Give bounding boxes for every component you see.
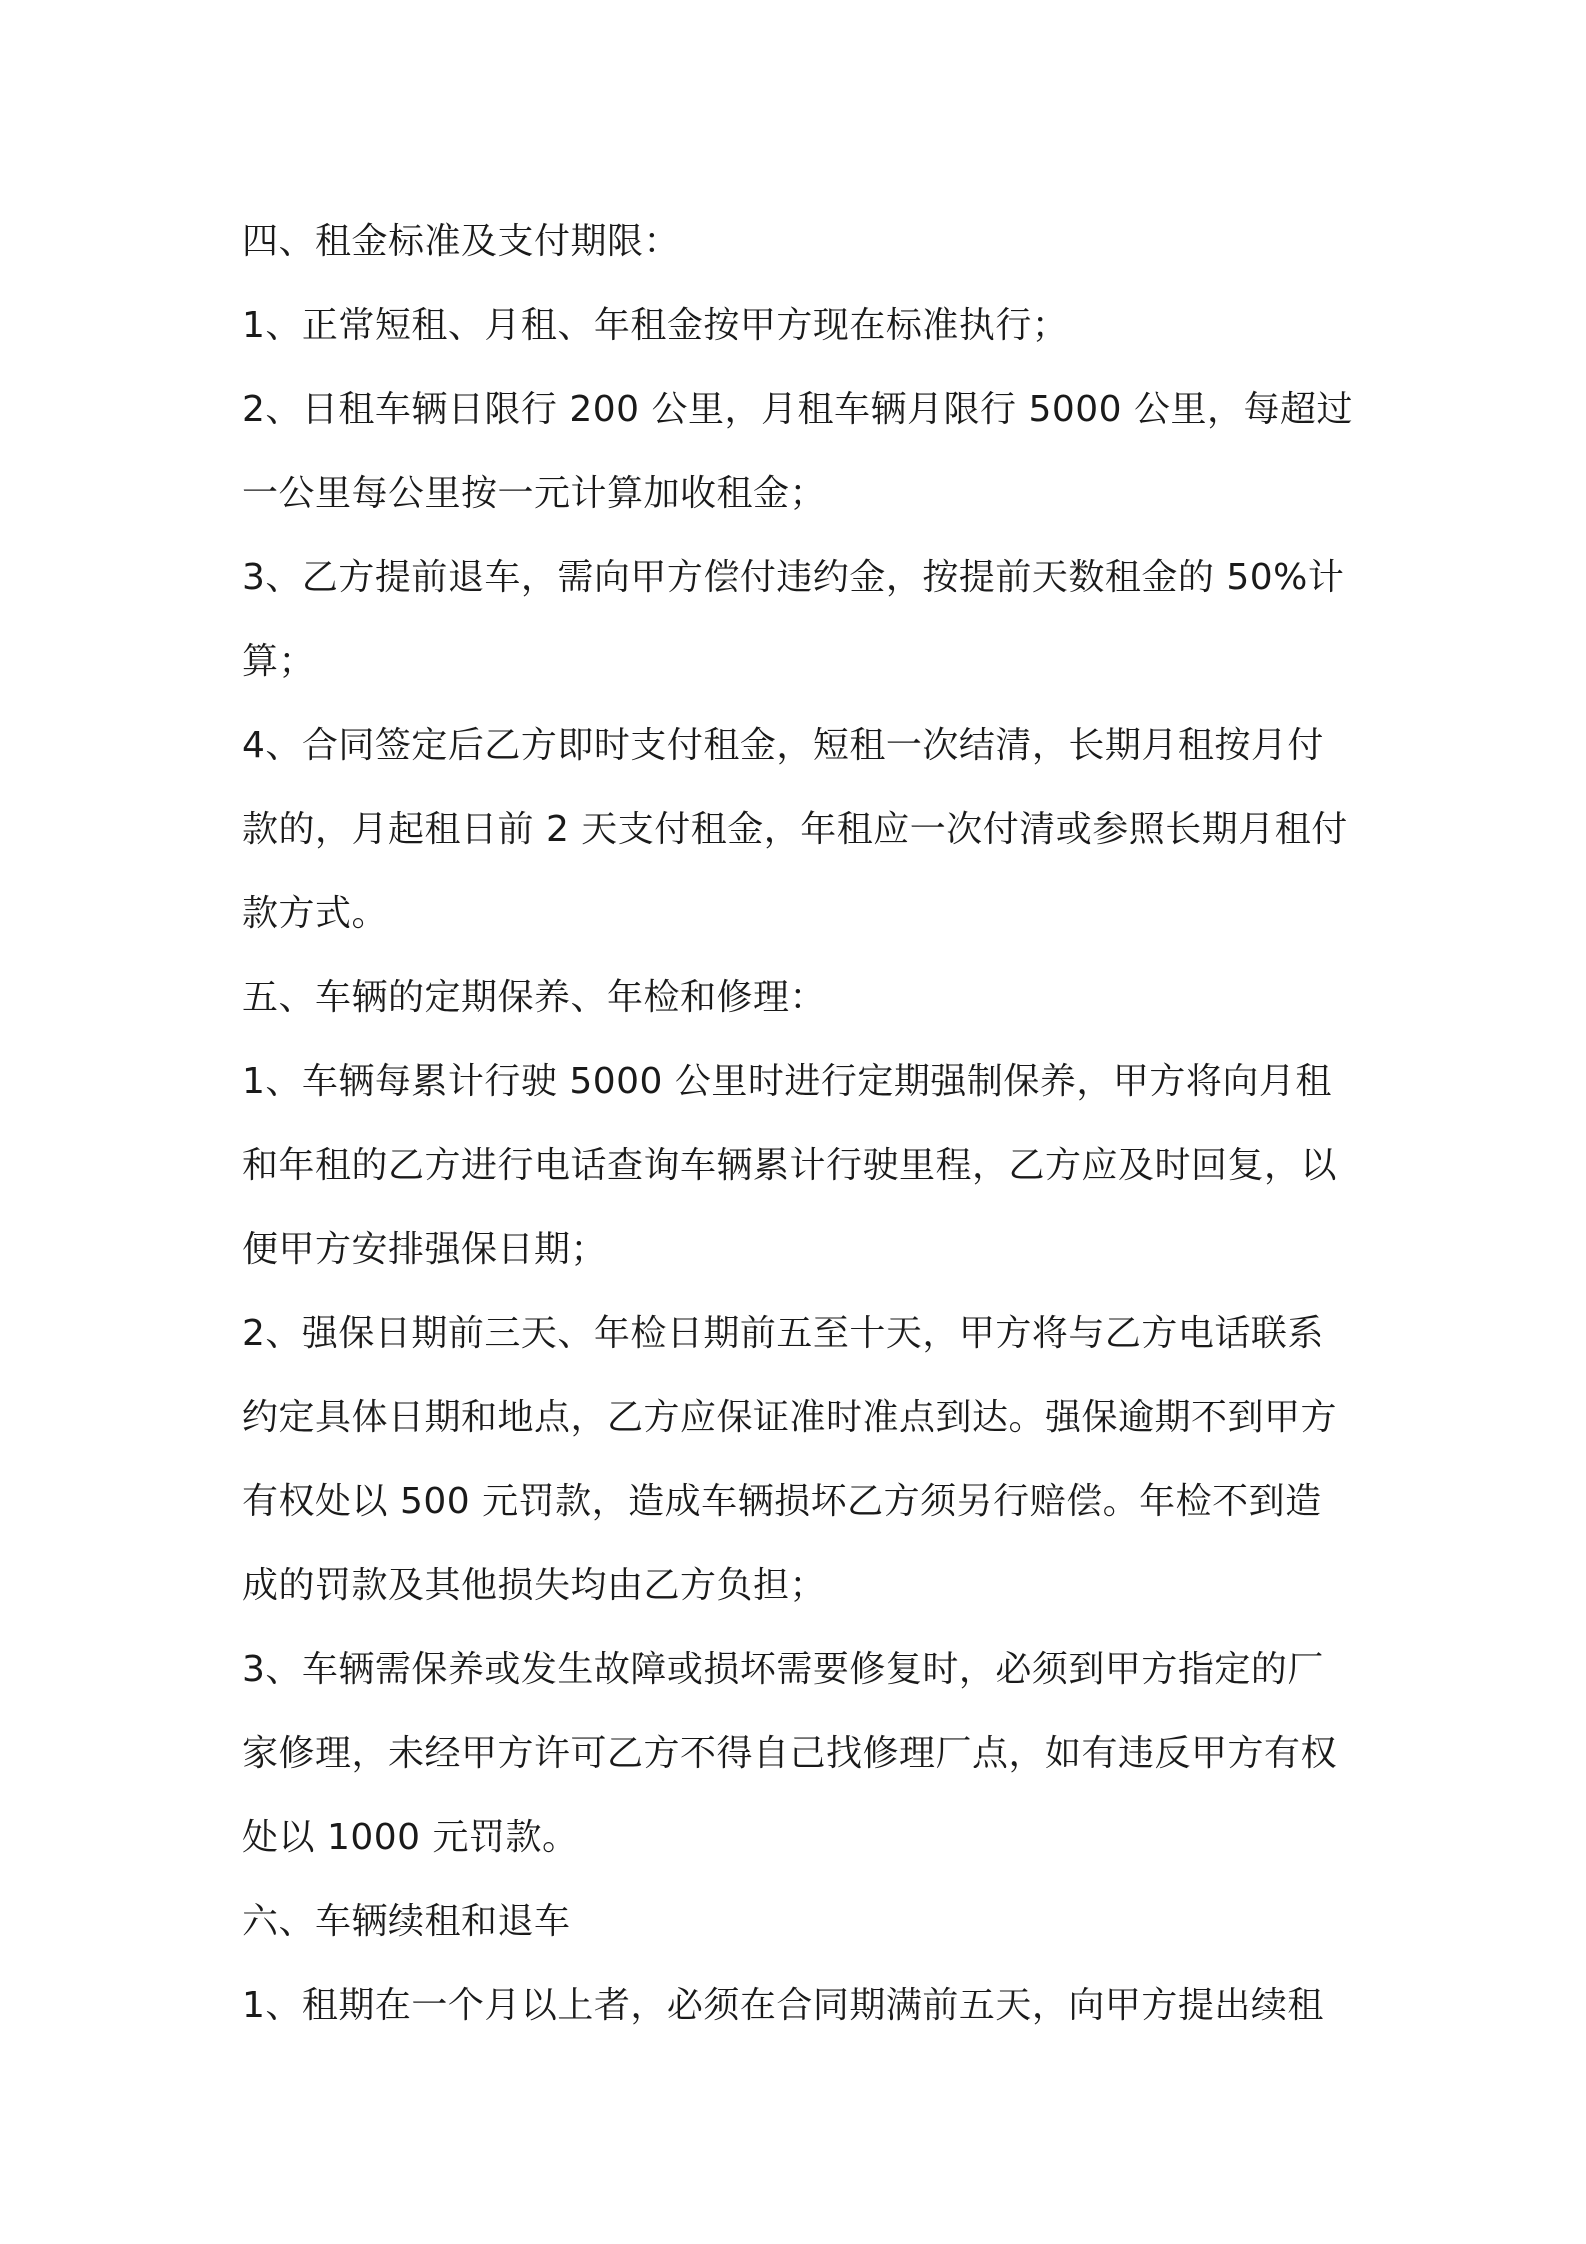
paragraph-line: 处以 1000 元罚款。: [242, 1817, 579, 1858]
paragraph-line: 款的，月起租日前 2 天支付租金，年租应一次付清或参照长期月租付: [242, 809, 1348, 850]
section-heading-maintenance: 五、车辆的定期保养、年检和修理：: [242, 977, 827, 1018]
paragraph-line: 家修理，未经甲方许可乙方不得自己找修理厂点，如有违反甲方有权: [242, 1733, 1338, 1774]
paragraph-line: 4、合同签定后乙方即时支付租金，短租一次结清，长期月租按月付: [242, 725, 1324, 766]
paragraph-line: 一公里每公里按一元计算加收租金；: [242, 473, 827, 514]
paragraph-line: 算；: [242, 641, 316, 682]
paragraph-line: 有权处以 500 元罚款，造成车辆损坏乙方须另行赔偿。年检不到造: [242, 1481, 1322, 1522]
paragraph-line: 和年租的乙方进行电话查询车辆累计行驶里程，乙方应及时回复，以: [242, 1145, 1338, 1186]
paragraph-line: 成的罚款及其他损失均由乙方负担；: [242, 1565, 827, 1606]
paragraph-line: 约定具体日期和地点，乙方应保证准时准点到达。强保逾期不到甲方: [242, 1397, 1338, 1438]
paragraph-line: 3、车辆需保养或发生故障或损坏需要修复时，必须到甲方指定的厂: [242, 1649, 1324, 1690]
section-heading-renewal: 六、车辆续租和退车: [242, 1901, 571, 1942]
paragraph-line: 1、租期在一个月以上者，必须在合同期满前五天，向甲方提出续租: [242, 1985, 1324, 2026]
section-heading-rent: 四、租金标准及支付期限：: [242, 221, 681, 262]
paragraph-line: 1、正常短租、月租、年租金按甲方现在标准执行；: [242, 305, 1069, 346]
paragraph-line: 3、乙方提前退车，需向甲方偿付违约金，按提前天数租金的 50%计: [242, 557, 1345, 598]
paragraph-line: 1、车辆每累计行驶 5000 公里时进行定期强制保养，甲方将向月租: [242, 1061, 1332, 1102]
paragraph-line: 2、强保日期前三天、年检日期前五至十天，甲方将与乙方电话联系: [242, 1313, 1324, 1354]
document-page: [242, 200, 1362, 2048]
paragraph-line: 2、日租车辆日限行 200 公里，月租车辆月限行 5000 公里，每超过: [242, 389, 1354, 430]
paragraph-line: 便甲方安排强保日期；: [242, 1229, 608, 1270]
paragraph-line: 款方式。: [242, 893, 389, 934]
